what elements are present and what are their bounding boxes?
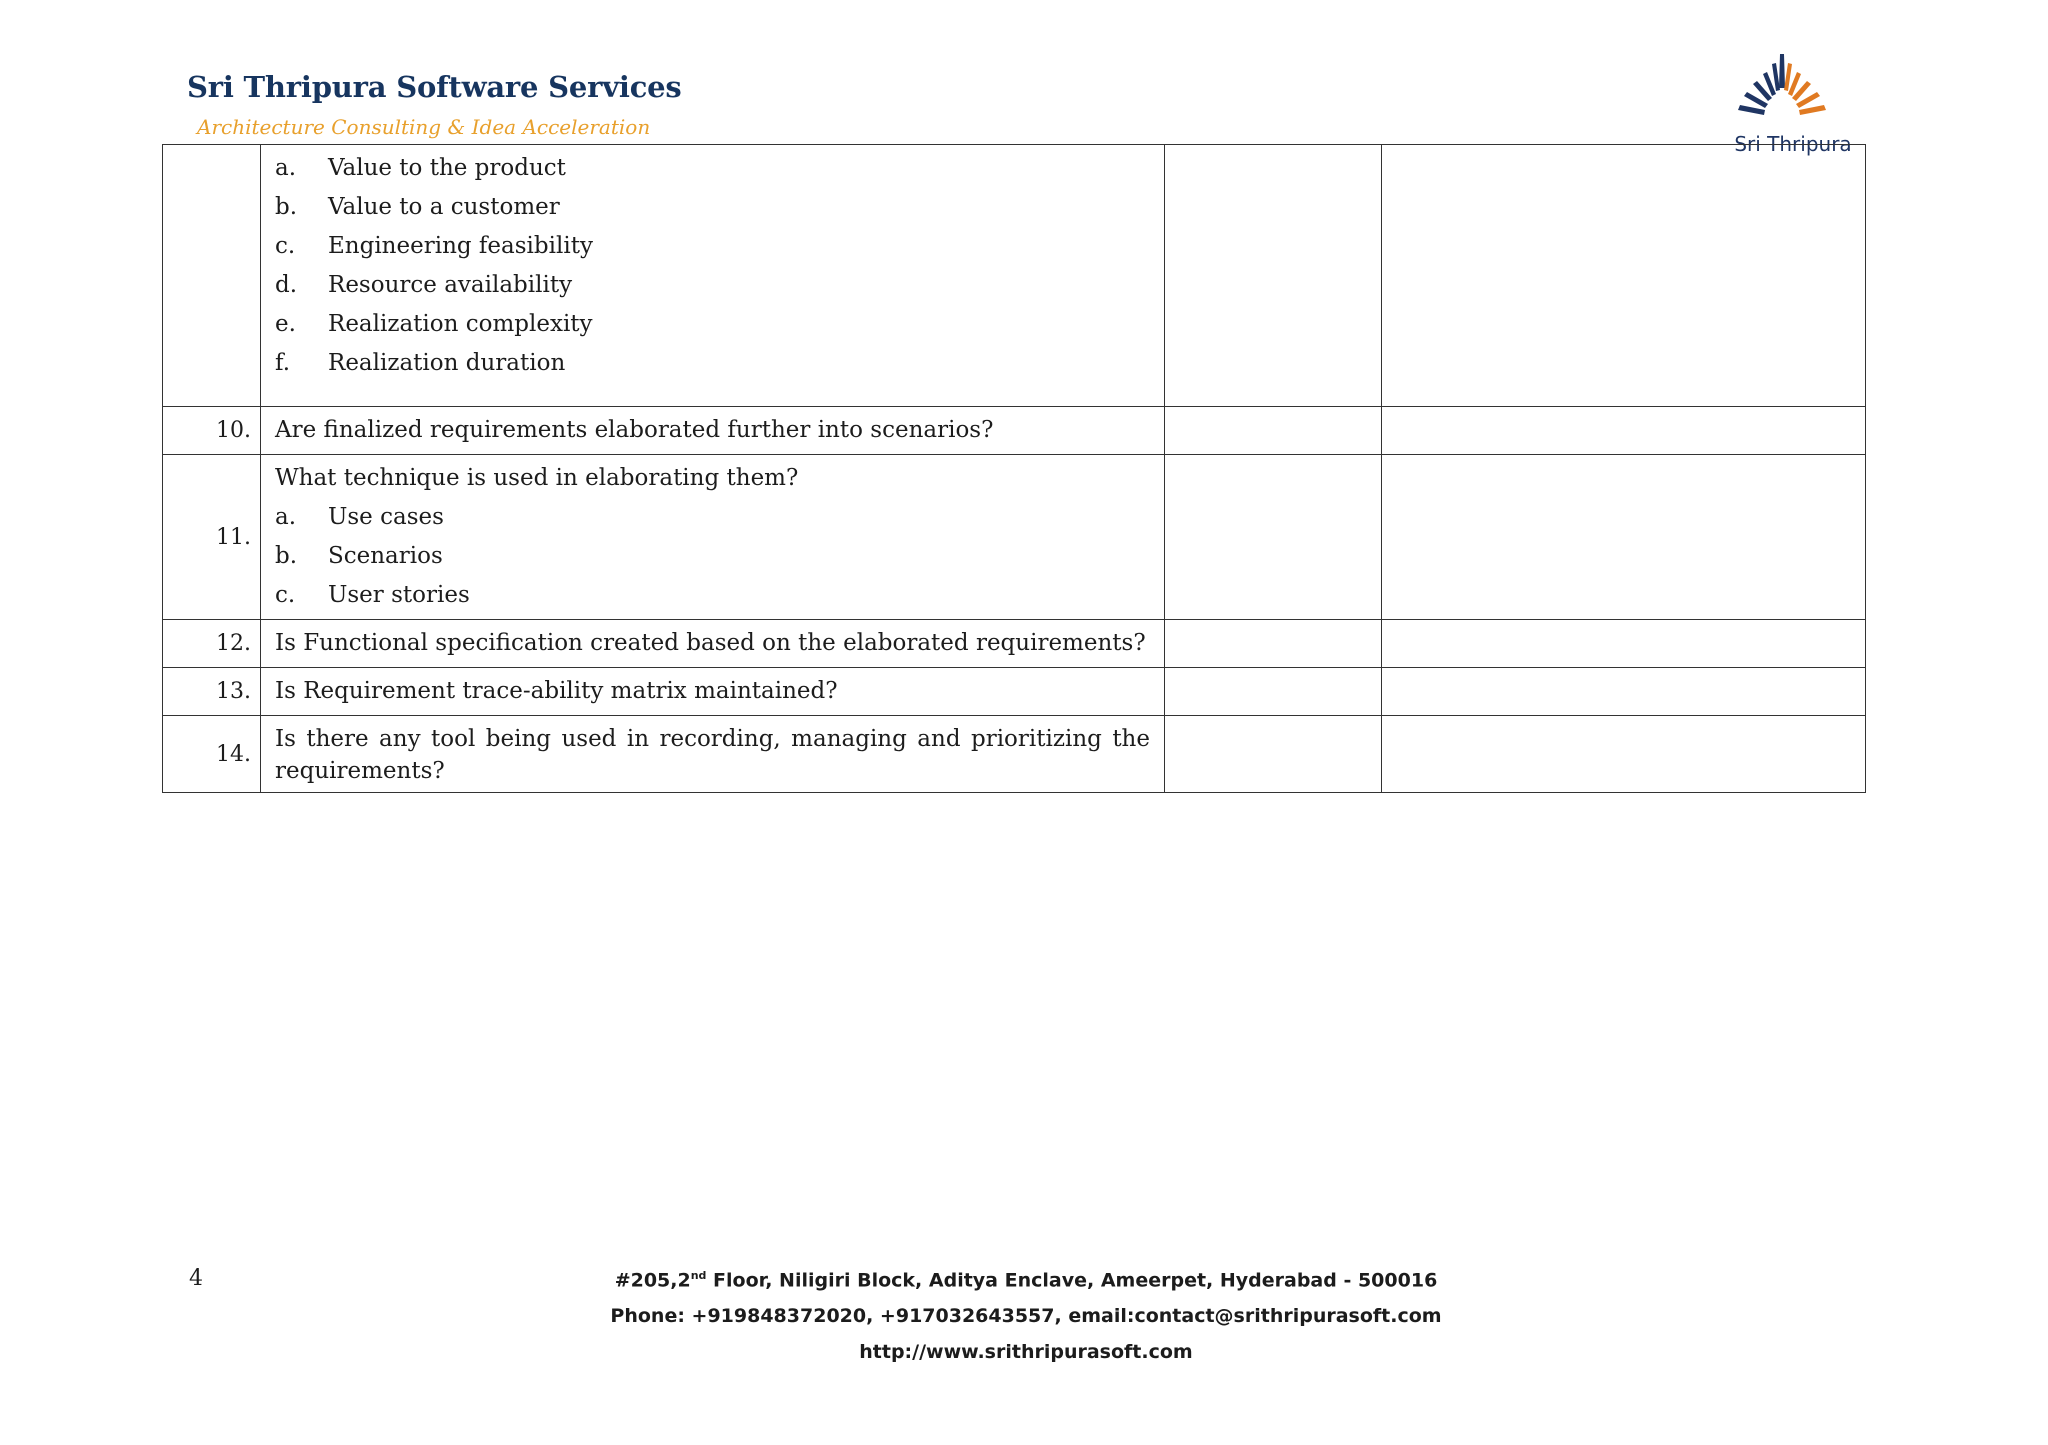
question-text: What technique is used in elaborating them? <box>275 465 799 491</box>
footer-website: http://www.srithripurasoft.com <box>859 1341 1193 1364</box>
question-cell: Are finalized requirements elaborated further into scenarios? <box>261 407 1165 455</box>
list-marker: b. <box>275 543 298 569</box>
list-item <box>275 502 1150 533</box>
answer-cell <box>1165 668 1382 716</box>
table-row <box>163 455 1866 620</box>
answer-cell <box>1165 145 1382 407</box>
list-marker: c. <box>275 582 296 608</box>
answer-cell <box>1165 620 1382 668</box>
list-marker: a. <box>275 504 297 530</box>
company-tagline: Architecture Consulting & Idea Acceleration <box>197 115 651 139</box>
remarks-cell <box>1382 145 1866 407</box>
row-number: 13. <box>163 668 261 716</box>
page-number: 4 <box>189 1266 203 1291</box>
list-item-text: Use cases <box>328 504 444 530</box>
list-marker: b. <box>275 194 298 220</box>
list-item <box>275 309 1150 340</box>
table-row <box>163 145 1866 407</box>
question-cell: Is Functional specification created based on the elaborated requirements? <box>261 620 1165 668</box>
remarks-cell <box>1382 407 1866 455</box>
company-logo <box>1722 54 1872 158</box>
question-cell <box>261 455 1165 620</box>
table-row <box>163 716 1866 793</box>
list-item <box>275 192 1150 223</box>
list-item-text: Realization duration <box>328 350 566 376</box>
row-number: 14. <box>163 716 261 793</box>
row-number: 12. <box>163 620 261 668</box>
list-item <box>275 153 1150 184</box>
footer-address: #205,2nd Floor, Niligiri Block, Aditya Enclave, Ameerpet, Hyderabad - 500016 <box>614 1269 1438 1292</box>
remarks-cell <box>1382 668 1866 716</box>
requirements-checklist-table <box>162 144 1866 793</box>
row-number: 10. <box>163 407 261 455</box>
answer-cell <box>1165 455 1382 620</box>
remarks-cell <box>1382 620 1866 668</box>
list-item-text: Value to a customer <box>328 194 560 220</box>
table-row <box>163 407 1866 455</box>
company-name: Sri Thripura Software Services <box>187 70 682 104</box>
question-cell <box>261 145 1165 407</box>
logo-text: Sri Thripura <box>1722 132 1864 156</box>
list-item <box>275 348 1150 379</box>
row-number: 11. <box>163 455 261 620</box>
question-cell: Is there any tool being used in recording, managing and prioritizing the requirements? <box>261 716 1165 793</box>
logo-fan-icon <box>1722 54 1860 134</box>
answer-cell <box>1165 716 1382 793</box>
row-number <box>163 145 261 407</box>
footer-phone-email: Phone: +919848372020, +917032643557, email:contact@srithripurasoft.com <box>610 1305 1442 1328</box>
list-marker: a. <box>275 155 297 181</box>
footer-contact <box>520 1258 1532 1370</box>
list-marker: d. <box>275 272 298 298</box>
list-item-text: Value to the product <box>328 155 566 181</box>
table-row <box>163 620 1866 668</box>
list-item-text: Scenarios <box>328 543 443 569</box>
list-marker: c. <box>275 233 296 259</box>
remarks-cell <box>1382 716 1866 793</box>
list-item-text: Resource availability <box>328 272 573 298</box>
list-marker: e. <box>275 311 296 337</box>
list-item <box>275 580 1150 611</box>
list-item-text: Realization complexity <box>328 311 593 337</box>
list-marker: f. <box>275 350 291 376</box>
table-row <box>163 668 1866 716</box>
list-item <box>275 541 1150 572</box>
list-item <box>275 270 1150 301</box>
answer-cell <box>1165 407 1382 455</box>
list-item-text: User stories <box>328 582 470 608</box>
remarks-cell <box>1382 455 1866 620</box>
list-item <box>275 231 1150 262</box>
question-cell: Is Requirement trace-ability matrix maintained? <box>261 668 1165 716</box>
list-item-text: Engineering feasibility <box>328 233 593 259</box>
